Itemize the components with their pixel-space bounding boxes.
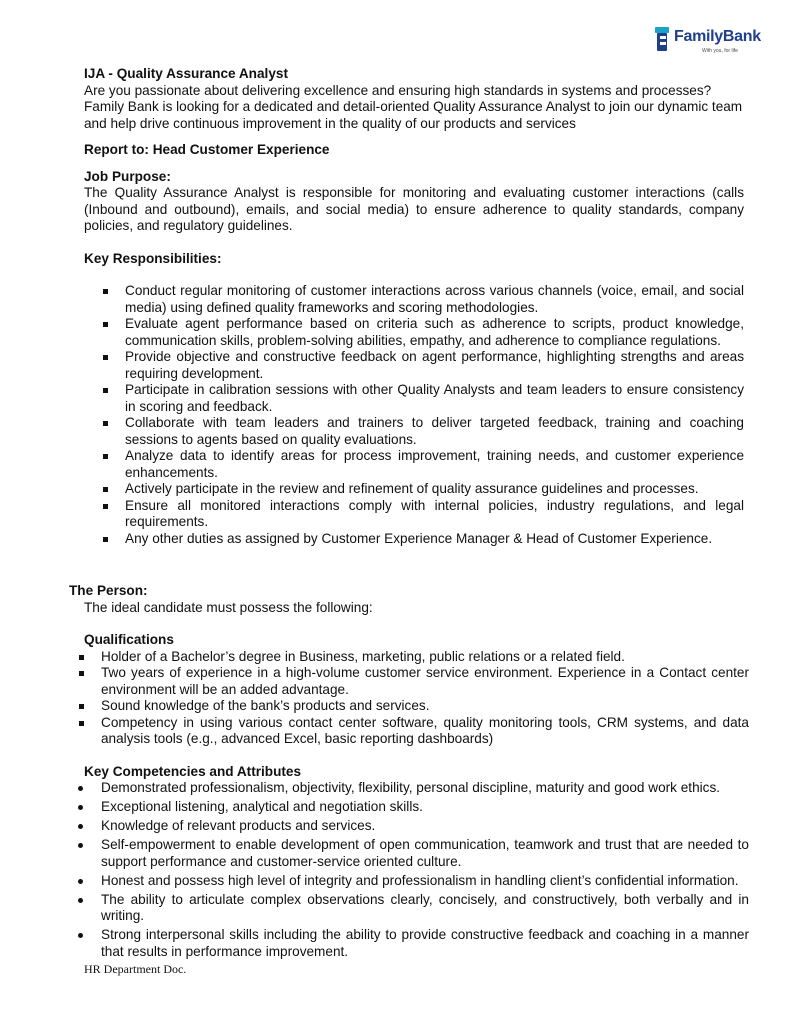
qualifications-list [101, 649, 749, 748]
qualifications-heading: Qualifications [84, 632, 174, 647]
intro-paragraph: Are you passionate about delivering excellence and ensuring high standards in systems and processes? Family Bank is looking for a dedicated and detail-oriented Quality Assurance Analyst to join our dynamic team and help drive continuous improvement in the quality of our products and services [84, 82, 743, 131]
person-heading: The Person: [69, 583, 148, 598]
logo-tagline: With you, for life [702, 48, 738, 54]
competencies-heading: Key Competencies and Attributes [84, 763, 302, 779]
person-section [69, 583, 749, 963]
list-item: Evaluate agent performance based on criteria such as adherence to scripts, product knowledge, communication skills, problem-solving abilities, empathy, and adherence to compliance regulations. [125, 316, 744, 348]
list-item: Analyze data to identify areas for process improvement, training needs, and customer experience enhancements. [125, 448, 744, 480]
responsibilities-heading: Key Responsibilities: [84, 250, 222, 266]
list-item: Provide objective and constructive feedback on agent performance, highlighting strengths and areas requiring development. [125, 349, 744, 381]
job-purpose-text: The Quality Assurance Analyst is responsible for monitoring and evaluating customer interactions (calls (Inbound and outbound), emails, and social media) to ensure adherence to quality standards, company policies, and regulatory guidelines. [84, 185, 744, 233]
list-item: Two years of experience in a high-volume customer service environment. Experience in a Contact center environment will be an added advantage. [101, 665, 749, 697]
list-item: Holder of a Bachelor’s degree in Business, marketing, public relations or a related field. [101, 649, 749, 666]
list-item: Strong interpersonal skills including the ability to provide constructive feedback and coaching in a manner that results in performance improvement. [101, 927, 749, 959]
list-item: Actively participate in the review and refinement of quality assurance guidelines and processes. [125, 481, 744, 498]
person-text: The ideal candidate must possess the following: [84, 599, 373, 615]
family-bank-logo-icon [654, 24, 674, 52]
list-item: Honest and possess high level of integrity and professionalism in handling client’s confidential information. [101, 873, 749, 890]
list-item: Competency in using various contact center software, quality monitoring tools, CRM systems, and data analysis tools (e.g., advanced Excel, basic reporting dashboards) [101, 714, 749, 746]
report-to: Report to: Head Customer Experience [84, 142, 330, 157]
logo-name: FamilyBank [674, 28, 761, 45]
responsibilities-list [125, 283, 744, 547]
list-item: The ability to articulate complex observations clearly, concisely, and constructively, both verbally and in writing. [101, 891, 749, 923]
list-item: Knowledge of relevant products and services. [101, 818, 749, 835]
list-item: Exceptional listening, analytical and negotiation skills. [101, 799, 749, 816]
list-item: Ensure all monitored interactions comply with internal policies, industry regulations, and legal requirements. [125, 497, 744, 529]
list-item: Self-empowerment to enable development of open communication, teamwork and trust that are needed to support performance and customer-service oriented culture. [101, 837, 749, 869]
job-purpose-heading: Job Purpose: [84, 168, 171, 184]
list-item: Collaborate with team leaders and trainers to deliver targeted feedback, training and coaching sessions to agents based on quality evaluations. [125, 415, 744, 447]
list-item: Demonstrated professionalism, objectivity, flexibility, personal discipline, maturity and good work ethics. [101, 780, 749, 797]
competencies-list [101, 780, 749, 960]
job-description [84, 66, 744, 547]
list-item: Conduct regular monitoring of customer interactions across various channels (voice, email, and social media) using defined quality frameworks and scoring methodologies. [125, 283, 744, 315]
job-title: IJA - Quality Assurance Analyst [84, 66, 288, 81]
family-bank-logo [654, 22, 761, 60]
footer-text: HR Department Doc. [84, 962, 187, 976]
list-item: Sound knowledge of the bank’s products and services. [101, 698, 749, 715]
list-item: Participate in calibration sessions with other Quality Analysts and team leaders to ensure consistency in scoring and feedback. [125, 382, 744, 414]
list-item: Any other duties as assigned by Customer Experience Manager & Head of Customer Experience. [125, 531, 744, 548]
